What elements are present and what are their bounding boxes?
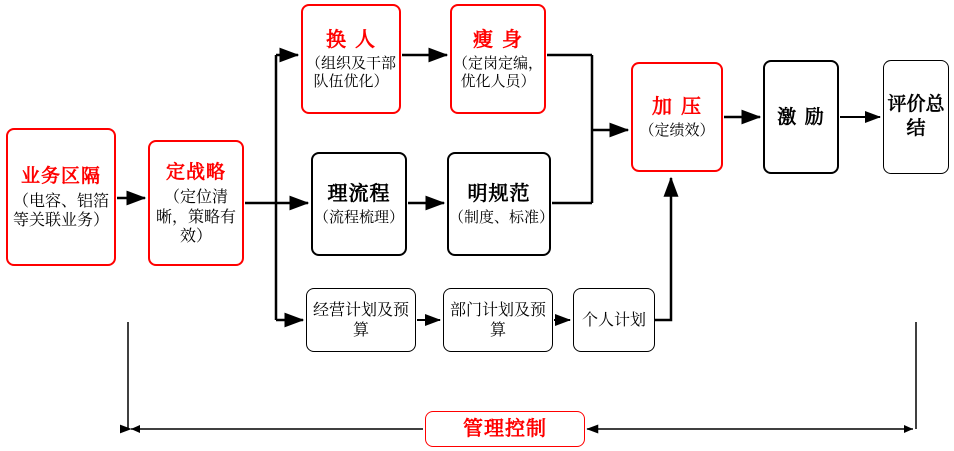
node-clarify-standards[interactable] [447,152,555,256]
node-subtitle: （定绩效） [639,121,715,140]
node-title: 换 人 [326,26,376,51]
node-title: 加 压 [652,93,702,118]
node-subtitle: （定位清晰，策略有效） [155,187,236,245]
node-business-segmentation[interactable] [6,128,116,266]
node-title: 瘦 身 [473,26,523,51]
node-add-pressure[interactable] [631,62,723,172]
node-subtitle: （组织及干部队伍优化） [305,54,396,91]
node-management-control[interactable] [425,411,585,447]
span-arrowhead-left [131,425,140,433]
node-title: 激 励 [777,105,825,128]
node-set-strategy[interactable] [148,140,244,266]
node-subtitle: （定岗定编，优化人员） [452,54,543,91]
node-operating-plan-budget[interactable] [306,288,416,352]
node-title: 明规范 [467,180,531,205]
node-incentive[interactable] [763,60,839,174]
node-title: 管理控制 [463,416,547,441]
node-subtitle: （电容、铝箔等关联业务） [12,191,109,230]
connector-grjh-jiaya [655,178,671,320]
node-subtitle: （流程梳理） [313,208,404,227]
node-title: 业务区隔 [20,164,101,187]
node-evaluation-summary[interactable] [883,60,949,174]
node-title: 定战略 [165,161,226,184]
node-streamline-process[interactable] [311,152,407,256]
node-subtitle: （制度、标准） [449,208,555,227]
node-change-people[interactable] [301,4,401,114]
span-arrowhead-right [904,425,913,433]
node-title: 理流程 [327,180,391,205]
node-title: 个人计划 [581,310,646,329]
node-title: 评价总结 [887,93,945,139]
node-individual-plan[interactable] [573,288,655,352]
node-title: 经营计划及预算 [312,300,409,339]
node-slim-down[interactable] [450,4,546,114]
node-title: 部门计划及预算 [449,300,546,339]
node-department-plan-budget[interactable] [443,288,553,352]
